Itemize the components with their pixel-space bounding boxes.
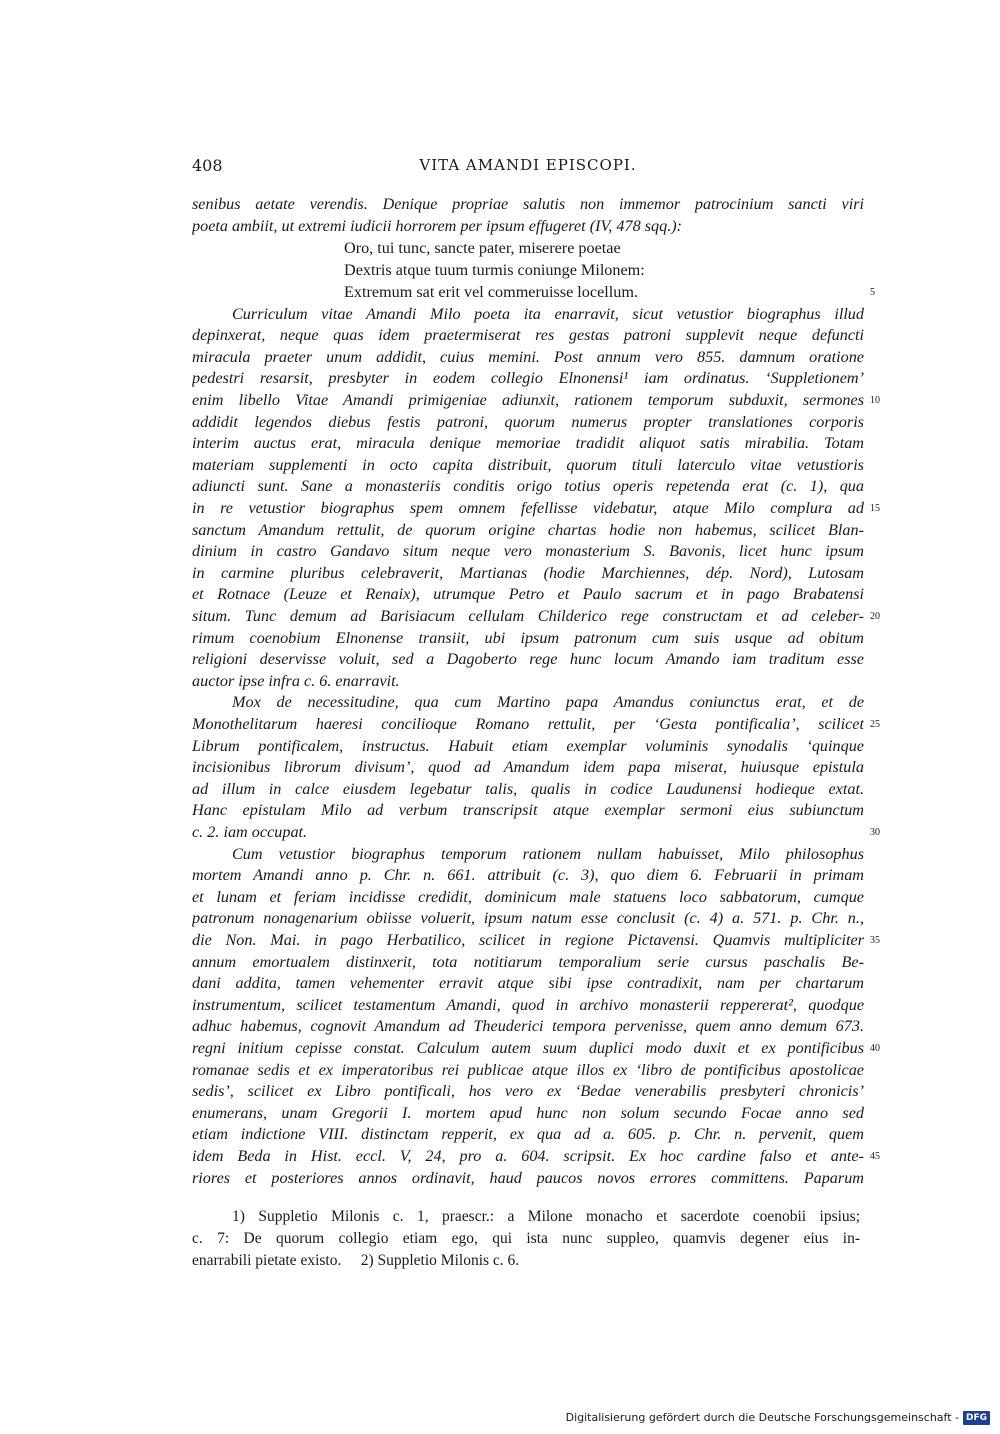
digitization-credit <box>566 1410 990 1426</box>
text-line: etiam indictione VIII. distinctam repperit, ex qua ad a. 605. p. Chr. n. pervenit, quem <box>192 1125 864 1143</box>
text-line: romanae sedis et ex imperatoribus rei publicae atque illos ex ‘libro de pontificibus apostolicae <box>192 1061 864 1079</box>
text-line: incisionibus librorum divisum’, quod ad Amandum idem papa miserat, huiusque epistula <box>192 758 864 776</box>
text-line: Hanc epistulam Milo ad verbum transcripsit atque exemplar sermoni eius subiunctum <box>192 801 864 819</box>
text-line: auctor ipse infra c. 6. enarravit. <box>192 672 400 690</box>
line-number: 20 <box>870 611 880 622</box>
text-line: interim auctus erat, miracula denique memoriae tradidit aliquot satis mirabilia. Totam <box>192 434 864 452</box>
text-line: poeta ambiit, ut extremi iudicii horrorem per ipsum effugeret (IV, 478 sqq.): <box>192 217 683 235</box>
text-line: situm. Tunc demum ad Barisiacum cellulam Childerico rege constructam et ad celeber- <box>192 607 864 625</box>
text-line: mortem Amandi anno p. Chr. n. 661. attribuit (c. 3), quo diem 6. Februarii in primam <box>192 866 864 884</box>
text-line: ad illum in calce eiusdem legebatur talis, qualis in codice Laudunensi hodieque extat. <box>192 780 864 798</box>
text-line: regni initium cepisse constat. Calculum autem suum duplici modo duxit et ex pontificibus <box>192 1039 864 1057</box>
text-line: in re vetustior biographus spem omnem fefellisse videbatur, atque Milo complura ad <box>192 499 864 517</box>
page-number: 408 <box>192 156 223 175</box>
text-line: idem Beda in Hist. eccl. V, 24, pro a. 604. scripsit. Ex hoc cardine falso et ante- <box>192 1147 864 1165</box>
text-line: dinium in castro Gandavo situm neque vero monasterium S. Bavonis, licet hunc ipsum <box>192 542 864 560</box>
verse-line: Oro, tui tunc, sancte pater, miserere poetae <box>344 239 621 257</box>
text-line: rimum coenobium Elnonense transiit, ubi ipsum patronum cum suis usque ad obitum <box>192 629 864 647</box>
text-line: et lunam et feriam incidisse credidit, dominicum male statuens loco sabbatorum, cumque <box>192 888 864 906</box>
text-line: adiuncti sunt. Sane a monasteriis conditis origo totius operis repetenda erat (c. 1), qua <box>192 477 864 495</box>
verse-line: Extremum sat erit vel commeruisse locellum. <box>344 283 638 301</box>
text-line: in carmine pluribus celebraverit, Martianas (hodie Marchiennes, dép. Nord), Lutosam <box>192 564 864 582</box>
text-line: et Rotnace (Leuze et Renaix), utrumque Petro et Paulo sacrum et in pago Brabatensi <box>192 585 864 603</box>
text-line: patronum nonagenarium obiisse voluerit, ipsum natum esse conclusit (c. 4) a. 571. p. Chr. n., <box>192 909 864 927</box>
text-line: senibus aetate verendis. Denique propriae salutis non immemor patrocinium sancti viri <box>192 195 864 213</box>
text-line: annum emortualem distinxerit, tota notitiarum temporalium serie cursus paschalis Be- <box>192 953 864 971</box>
text-line: Cum vetustior biographus temporum rationem nullam habuisset, Milo philosophus <box>232 845 864 863</box>
text-line: miracula praeter unum addidit, cuius memini. Post annum vero 855. damnum oratione <box>192 348 864 366</box>
line-number: 40 <box>870 1043 880 1054</box>
text-line: Librum pontificalem, instructus. Habuit etiam exemplar voluminis synodalis ‘quinque <box>192 737 864 755</box>
text-line: dani addita, tamen vehementer erravit atque sibi ipse contradixit, nam per chartarum <box>192 974 864 992</box>
text-line: Mox de necessitudine, qua cum Martino papa Amandus coniunctus erat, et de <box>232 693 864 711</box>
text-line: enim libello Vitae Amandi primigeniae adiunxit, rationem temporum subduxit, sermones <box>192 391 864 409</box>
line-number: 15 <box>870 503 880 514</box>
text-line: depinxerat, neque quas idem praetermiserat res gestas patroni supplevit neque defuncti <box>192 326 864 344</box>
dfg-logo: DFG <box>963 1411 990 1425</box>
text-line: Curriculum vitae Amandi Milo poeta ita enarravit, sicut vetustior biographus illud <box>232 305 864 323</box>
verse-line: Dextris atque tuum turmis coniunge Milonem: <box>344 261 645 279</box>
text-line: addidit legendos diebus festis patroni, quorum numerus propter translationes corporis <box>192 413 864 431</box>
page-header <box>192 156 864 180</box>
line-number: 30 <box>870 827 880 838</box>
line-number: 10 <box>870 395 880 406</box>
line-number: 35 <box>870 935 880 946</box>
line-number: 25 <box>870 719 880 730</box>
running-title: VITA AMANDI EPISCOPI. <box>419 156 637 174</box>
text-line: die Non. Mai. in pago Herbatilico, scilicet in regione Pictavensi. Quamvis multipliciter <box>192 931 864 949</box>
text-line: adhuc habemus, cognovit Amandum ad Theuderici tempora pervenisse, quem anno demum 673. <box>192 1017 864 1035</box>
text-line: Monothelitarum haeresi concilioque Romano rettulit, per ‘Gesta pontificalia’, scilicet <box>192 715 864 733</box>
line-number: 45 <box>870 1151 880 1162</box>
text-line: enumerans, unam Gregorii I. mortem apud hunc non solum secundo Focae anno sed <box>192 1104 864 1122</box>
text-line: c. 2. iam occupat. <box>192 823 308 841</box>
footnote-line: enarrabili pietate existo. 2) Suppletio Milonis c. 6. <box>192 1252 520 1269</box>
footnote-line: 1) Suppletio Milonis c. 1, praescr.: a Milone monacho et sacerdote coenobii ipsius; <box>232 1208 860 1225</box>
footnote-line: c. 7: De quorum collegio etiam ego, qui ista nunc suppleo, quamvis degener eius in- <box>192 1230 860 1247</box>
text-line: riores et posteriores annos ordinavit, haud paucos novos errores committens. Paparum <box>192 1169 864 1187</box>
text-line: instrumentum, scilicet testamentum Amandi, quod in archivo monasterii reppererat², quodque <box>192 996 864 1014</box>
line-number: 5 <box>870 287 875 298</box>
text-line: pedestri resarsit, presbyter in eodem collegio Elnonensi¹ iam ordinatus. ‘Suppletionem’ <box>192 369 864 387</box>
text-line: sanctum Amandum rettulit, de quorum origine chartas hodie non habemus, scilicet Blan- <box>192 521 864 539</box>
credit-text: Digitalisierung gefördert durch die Deutsche Forschungsgemeinschaft - <box>565 1411 959 1424</box>
text-line: religioni deservisse voluit, sed a Dagoberto rege hunc locum Amando iam traditum esse <box>192 650 864 668</box>
text-line: sedis’, scilicet ex Libro pontificali, hos vero ex ‘Bedae venerabilis presbyteri chronicis’ <box>192 1082 864 1100</box>
text-line: materiam supplementi in octo capita distribuit, quorum tituli laterculo vitae vetustioris <box>192 456 864 474</box>
